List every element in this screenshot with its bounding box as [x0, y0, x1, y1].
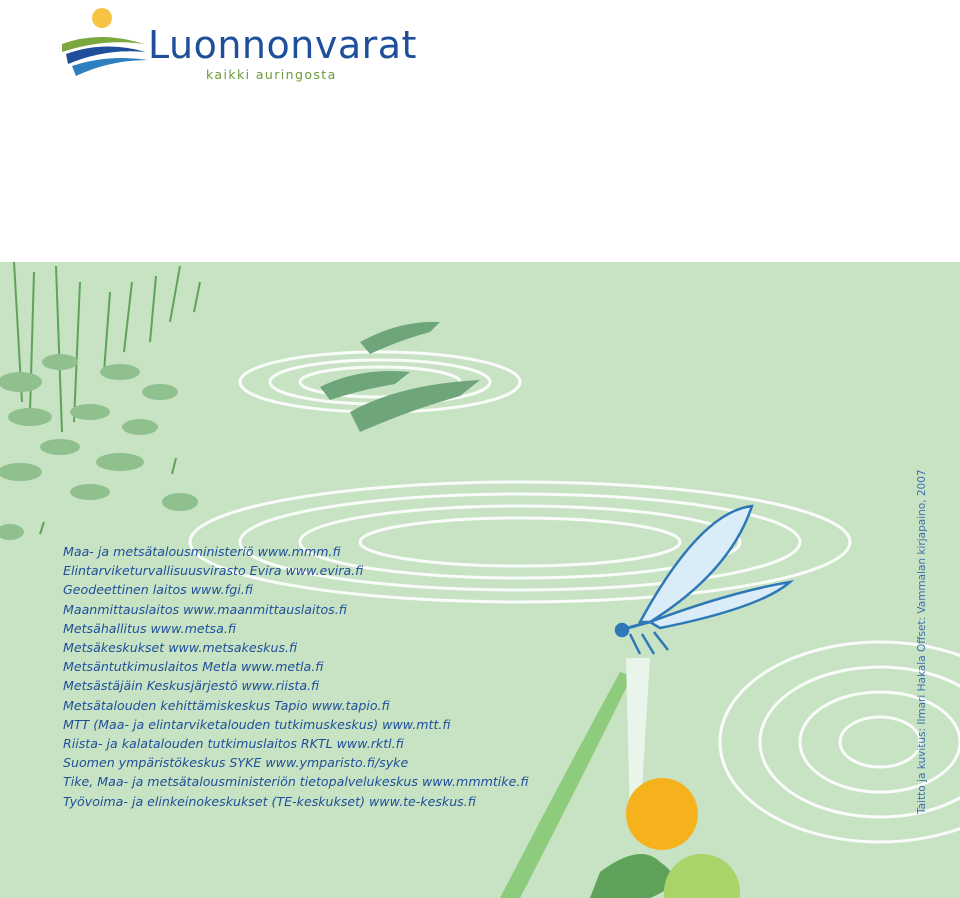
list-item: Metsästäjäin Keskusjärjestö www.riista.fi [63, 678, 320, 694]
list-item: Maa- ja metsätalousministeriö www.mmm.fi [63, 544, 341, 559]
print-credit: Taitto ja kuvitus: Ilmari Hakala Offset: Vammalan kirjapaino, 2007 [916, 469, 928, 814]
list-item: Metsäkeskukset www.metsakeskus.fi [63, 640, 298, 656]
logo-title: Luonnonvarat [148, 23, 417, 67]
organization-link-list [63, 542, 528, 811]
illustration-panel [0, 262, 960, 898]
list-item: Metsäntutkimuslaitos Metla www.metla.fi [63, 659, 324, 675]
cloudberry-leaf-icon [664, 854, 740, 898]
lily-pads-icon [0, 354, 198, 540]
list-item: Metsätalouden kehittämiskeskus Tapio www.tapio.fi [63, 697, 390, 713]
list-item: Riista- ja kalatalouden tutkimuslaitos RKTL www.rktl.fi [63, 736, 404, 752]
list-item: Metsähallitus www.metsa.fi [63, 620, 236, 636]
list-item: Maanmittauslaitos www.maanmittauslaitos.fi [63, 601, 347, 617]
cloudberry-icon [626, 778, 698, 850]
dragonfly-icon [616, 506, 790, 654]
logo [60, 4, 440, 84]
list-item: Työvoima- ja elinkeinokeskukset (TE-keskukset) www.te-keskus.fi [63, 793, 476, 809]
list-item: Geodeettinen laitos www.fgi.fi [63, 582, 253, 598]
logo-subtitle: kaikki auringosta [206, 67, 337, 82]
list-item: Suomen ympäristökeskus SYKE www.ymparisto.fi/syke [63, 755, 409, 771]
sun-wave-icon [60, 4, 150, 84]
list-item: Elintarviketurvallisuusvirasto Evira www.evira.fi [63, 563, 364, 579]
list-item: Tike, Maa- ja metsätalousministeriön tietopalvelukeskus www.mmmtike.fi [63, 774, 529, 790]
list-item: MTT (Maa- ja elintarviketalouden tutkimuskeskus) www.mtt.fi [63, 716, 451, 732]
